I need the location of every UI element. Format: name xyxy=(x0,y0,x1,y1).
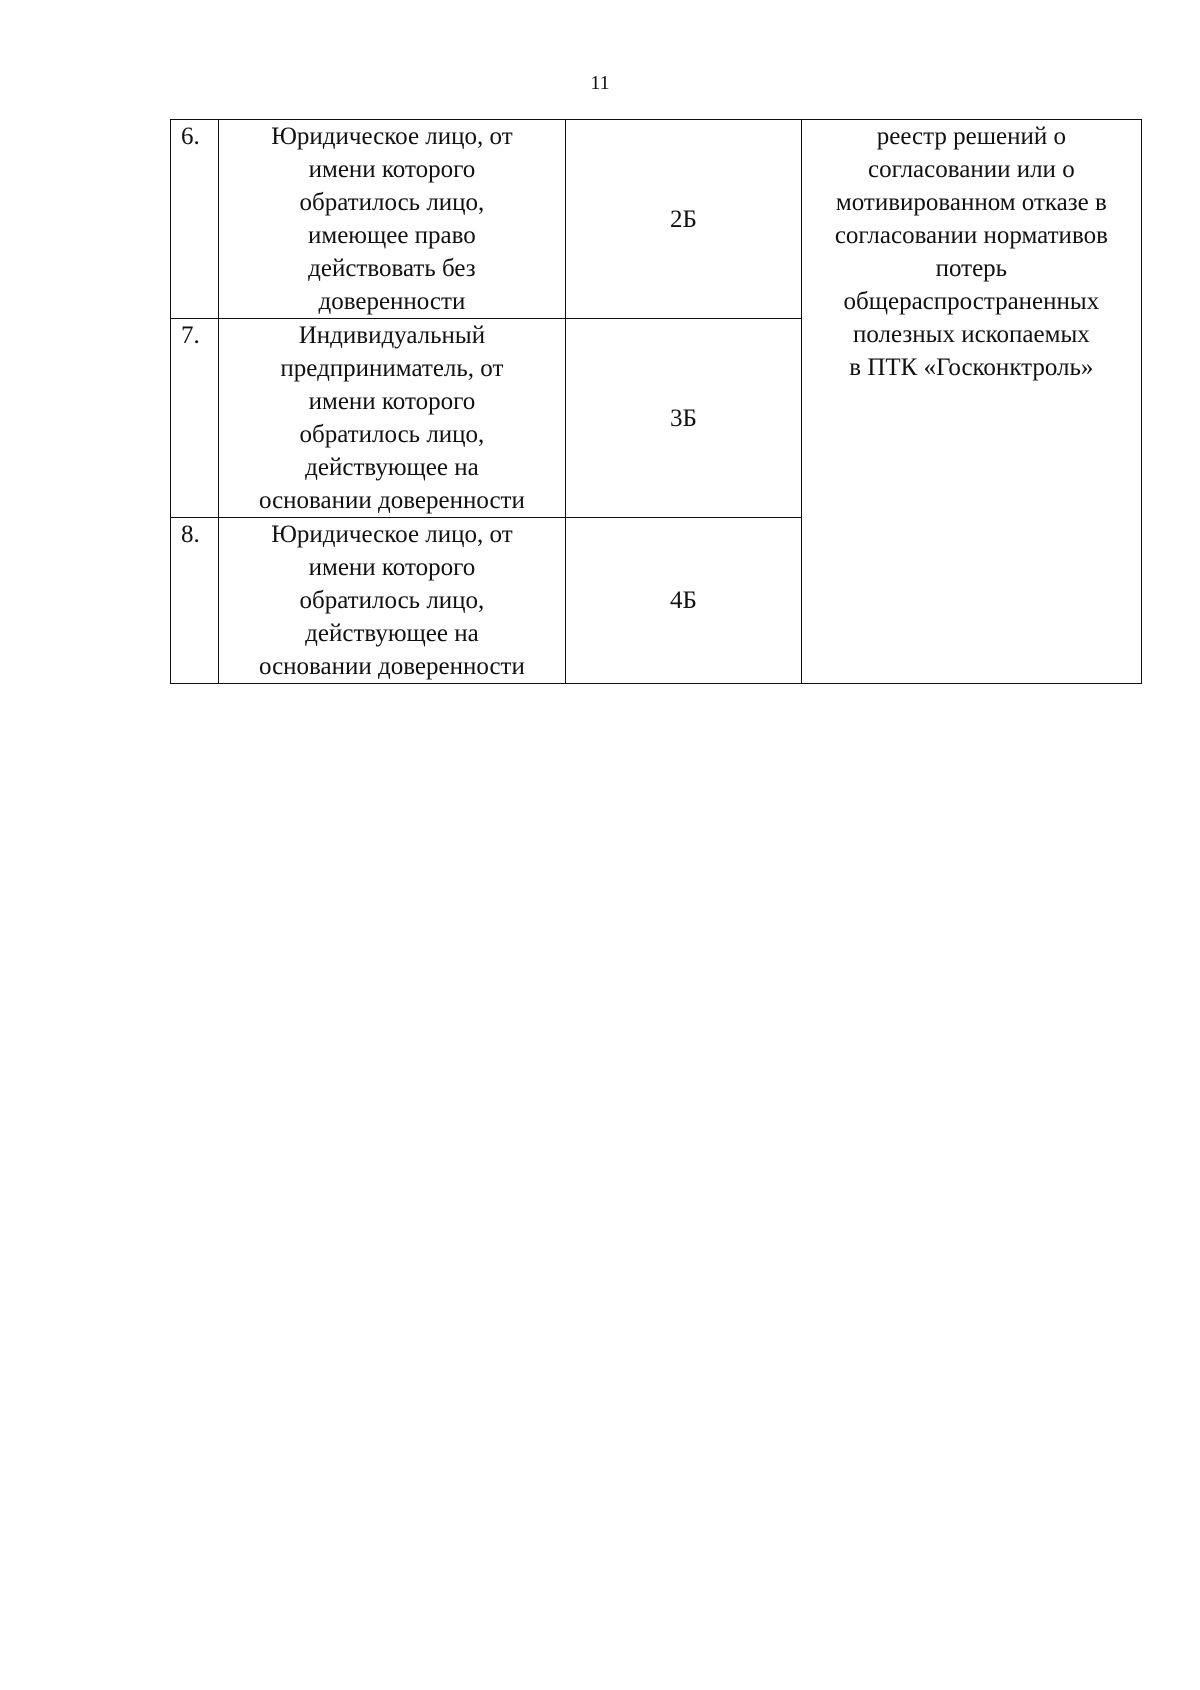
applicant-description: Индивидуальный предприниматель, от имени которого обратилось лицо, действующее на основании доверенности xyxy=(218,319,565,518)
row-number: 8. xyxy=(171,518,219,684)
applicant-description: Юридическое лицо, от имени которого обратилось лицо, действующее на основании доверенности xyxy=(218,518,565,684)
page-number: 11 xyxy=(590,72,610,94)
row-number: 7. xyxy=(171,319,219,518)
result-description: реестр решений о согласовании или о мотивированном отказе в согласовании нормативов потерь общераспространенных полезных ископаемых в ПТК «Госконктроль» xyxy=(801,120,1141,684)
variant-code: 3Б xyxy=(566,319,802,518)
table-row xyxy=(171,120,1142,319)
row-number: 6. xyxy=(171,120,219,319)
applicant-description: Юридическое лицо, от имени которого обратилось лицо, имеющее право действовать без доверенности xyxy=(218,120,565,319)
variant-code: 2Б xyxy=(566,120,802,319)
results-table xyxy=(170,119,1142,684)
variant-code: 4Б xyxy=(566,518,802,684)
